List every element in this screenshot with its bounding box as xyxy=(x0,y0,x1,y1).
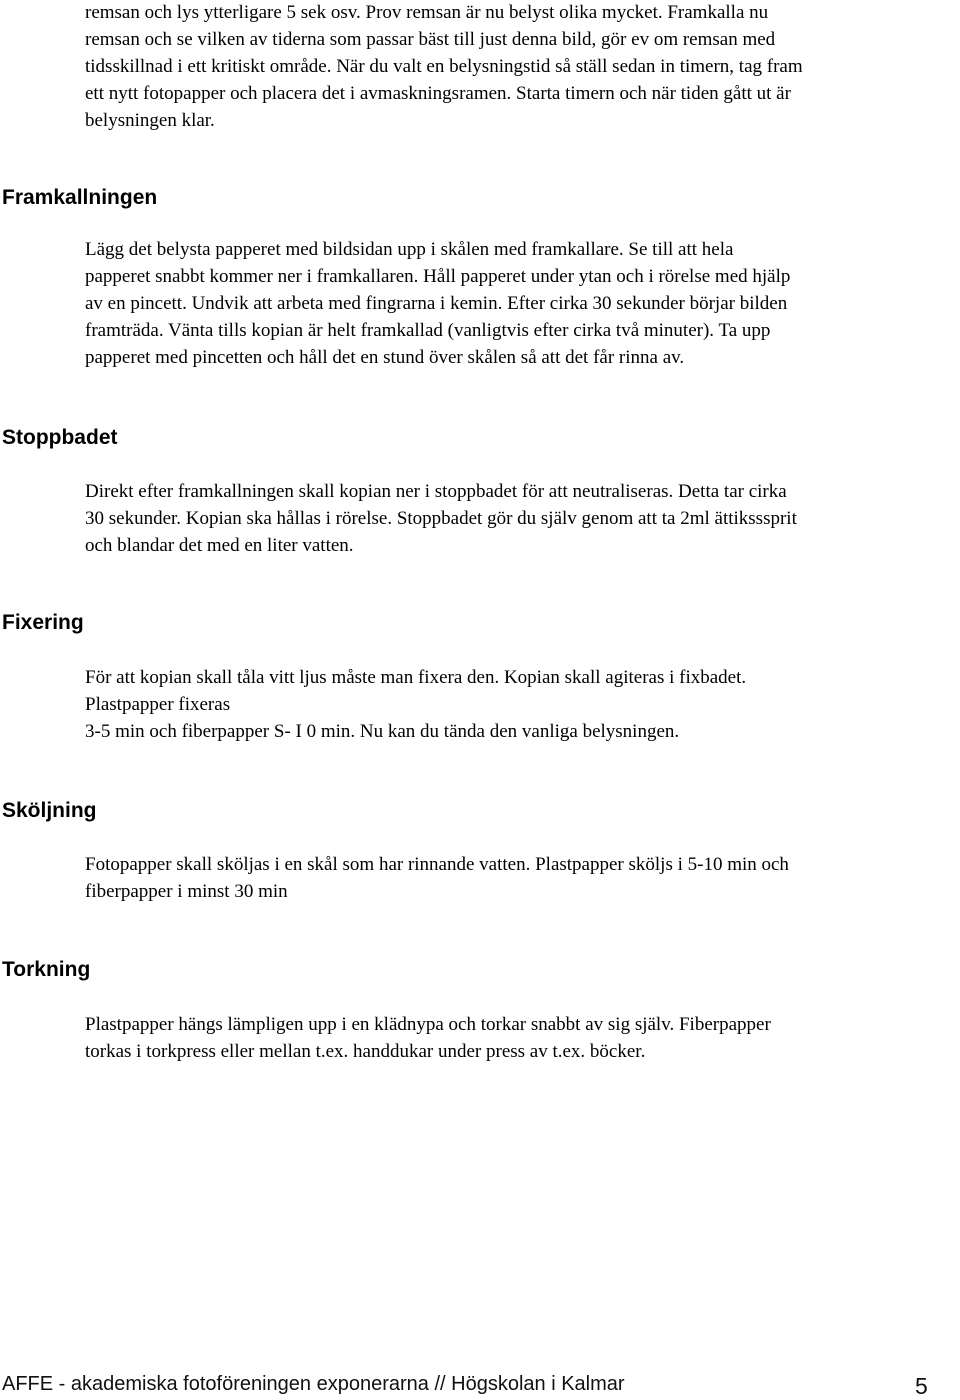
body-line: För att kopian skall tåla vitt ljus måste man fixera den. Kopian skall agiteras i fixbadet. xyxy=(85,667,747,688)
section-body-torkning xyxy=(85,1011,955,1065)
section-heading-stoppbadet: Stoppbadet xyxy=(2,426,118,449)
body-line: Fotopapper skall sköljas i en skål som har rinnande vatten. Plastpapper sköljs i 5-10 min och xyxy=(85,854,789,875)
page-footer: AFFE - akademiska fotoföreningen exponerarna // Högskolan i Kalmar xyxy=(2,1373,625,1395)
body-line: torkas i torkpress eller mellan t.ex. handdukar under press av t.ex. böcker. xyxy=(85,1041,646,1062)
intro-line: remsan och lys ytterligare 5 sek osv. Prov remsan är nu belyst olika mycket. Framkalla nu xyxy=(85,2,769,23)
section-body-fixering xyxy=(85,664,955,745)
body-line: Plastpapper hängs lämpligen upp i en klädnypa och torkar snabbt av sig själv. Fiberpapper xyxy=(85,1014,771,1035)
body-line: Direkt efter framkallningen skall kopian ner i stoppbadet för att neutraliseras. Detta tar cirka xyxy=(85,481,787,502)
intro-paragraph xyxy=(85,0,955,134)
body-line: Lägg det belysta papperet med bildsidan upp i skålen med framkallare. Se till att hela xyxy=(85,239,734,260)
body-line: framträda. Vänta tills kopian är helt framkallad (vanligtvis efter cirka två minuter). Ta upp xyxy=(85,320,771,341)
intro-line: belysningen klar. xyxy=(85,110,215,131)
body-line: 30 sekunder. Kopian ska hållas i rörelse. Stoppbadet gör du själv genom att ta 2ml ättiksssprit xyxy=(85,508,797,529)
section-body-stoppbadet xyxy=(85,478,955,559)
section-heading-torkning: Torkning xyxy=(2,958,91,981)
section-heading-skoljning: Sköljning xyxy=(2,799,97,822)
intro-line: ett nytt fotopapper och placera det i avmaskningsramen. Starta timern och när tiden gått ut är xyxy=(85,83,791,104)
body-line: av en pincett. Undvik att arbeta med fingrarna i kemin. Efter cirka 30 sekunder börjar bilden xyxy=(85,293,788,314)
body-line: och blandar det med en liter vatten. xyxy=(85,535,354,556)
section-body-framkallningen xyxy=(85,236,955,371)
body-line: 3-5 min och fiberpapper S- I 0 min. Nu kan du tända den vanliga belysningen. xyxy=(85,721,680,742)
intro-line: tidsskillnad i ett kritiskt område. När du valt en belysningstid så ställ sedan in timern, tag fram xyxy=(85,56,803,77)
body-line: papperet snabbt kommer ner i framkallaren. Håll papperet under ytan och i rörelse med hjälp xyxy=(85,266,791,287)
section-heading-fixering: Fixering xyxy=(2,611,84,634)
body-line: Plastpapper fixeras xyxy=(85,694,231,715)
intro-line: remsan och se vilken av tiderna som passar bäst till just denna bild, gör ev om remsan med xyxy=(85,29,776,50)
page-number: 5 xyxy=(915,1373,928,1399)
section-body-skoljning xyxy=(85,851,955,905)
section-heading-framkallningen: Framkallningen xyxy=(2,186,158,209)
body-line: fiberpapper i minst 30 min xyxy=(85,881,288,902)
body-line: papperet med pincetten och håll det en stund över skålen så att det får rinna av. xyxy=(85,347,685,368)
